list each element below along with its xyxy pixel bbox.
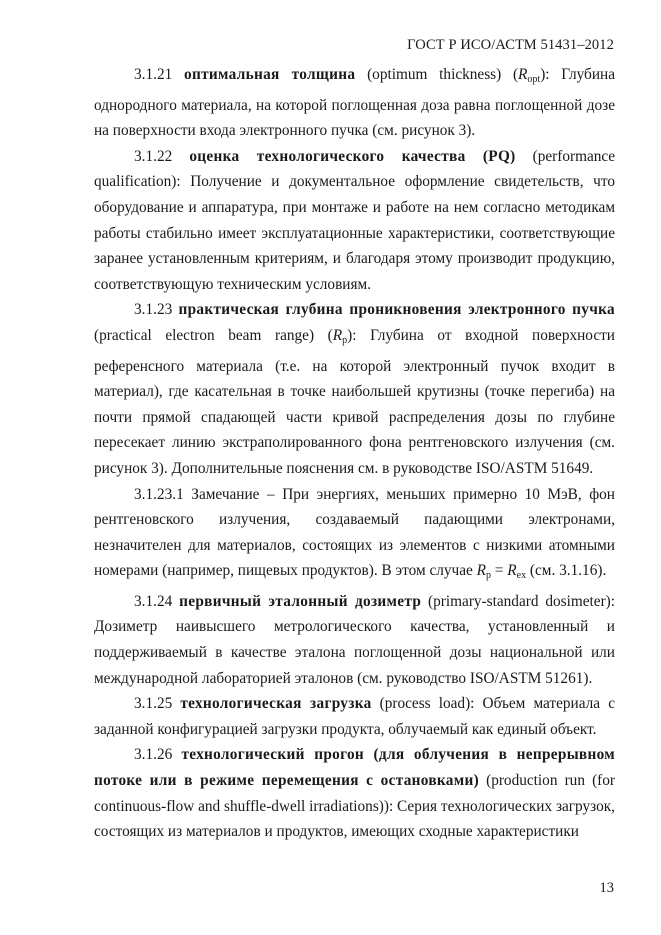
clause-text: (performance qualification): Получение и документальное оформление свидетельств, что оборудование и аппаратура, при монтаже и работе на нем согласно методикам работы стабильно имеет эксплуатационные характеристики, соответствующие заранее установленным критериям, и благодаря этому производит продукцию, соответствующую техническим условиям.	[94, 147, 616, 293]
page-number: 13	[599, 880, 614, 896]
clause-3-1-26	[94, 742, 615, 844]
clause-3-1-25	[94, 691, 615, 742]
symbol-subscript: opt	[527, 74, 541, 85]
clause-lead: (practical electron beam range) (	[94, 326, 333, 344]
document-body	[94, 62, 615, 845]
clause-number: 3.1.26	[134, 746, 173, 764]
clause-3-1-21	[94, 62, 615, 144]
term: первичный эталонный дозиметр	[179, 592, 422, 610]
symbol: R	[518, 66, 528, 83]
term: оценка технологического качества (PQ)	[189, 147, 516, 165]
clause-3-1-23-1	[94, 482, 615, 589]
symbol: R	[507, 562, 517, 580]
clause-text: ): Глубина однородного материала, на которой поглощенная доза равна поглощенной дозе на поверхности входа электронного пучка (см. рисунок 3).	[94, 66, 616, 140]
clause-3-1-22	[94, 144, 615, 298]
symbol: R	[332, 326, 343, 344]
symbol-subscript: ex	[516, 570, 527, 582]
clause-number: 3.1.25	[134, 695, 173, 713]
term: технологический прогон (для облучения в непрерывном потоке или в режиме перемещения с остановками)	[94, 746, 615, 790]
clause-text: (primary-standard dosimeter): Дозиметр наивысшего метрологического качества, установленный и поддерживаемый в качестве эталона поглощенной дозы национальной или международной лабораторией эталонов (см. руководство ISO/ASTM 51261).	[94, 592, 616, 687]
clause-number: 3.1.23	[134, 301, 173, 319]
clause-text: (process load): Объем материала с заданной конфигурацией загрузки продукта, облучаемый как единый объект.	[94, 695, 615, 738]
symbol-subscript: p	[485, 570, 491, 582]
clause-text: Замечание – При энергиях, меньших примерно 10 МэВ, фон рентгеновского излучения, создаваемый падающими электронами, незначителен для материалов, состоящих из элементов с низкими атомными номерами (например, пищевых продуктов). В этом случае	[94, 485, 615, 580]
clause-number: 3.1.23.1	[134, 485, 184, 503]
symbol-subscript: p	[342, 334, 348, 346]
term: практическая глубина проникновения электронного пучка	[178, 301, 615, 319]
clause-number: 3.1.24	[134, 592, 173, 610]
clause-text: (см. 3.1.16).	[526, 562, 607, 580]
document-header: ГОСТ Р ИСО/АСТМ 51431–2012	[407, 37, 614, 53]
clause-text: (production run (for continuous-flow and shuffle-dwell irradiations)): Серия технологических загрузок, состоящих из материалов и продуктов, имеющих сходные характеристики	[94, 772, 616, 841]
clause-number: 3.1.22	[134, 147, 173, 165]
term: оптимальная толщина	[184, 66, 356, 83]
symbol: R	[476, 562, 486, 580]
equals-sign: =	[490, 562, 508, 580]
term: технологическая загрузка	[180, 695, 372, 713]
clause-3-1-23	[94, 297, 615, 481]
clause-text: ): Глубина от входной поверхности референсного материала (т.е. на которой электронный пучок входит в материал), где касательная в точке наибольшей крутизны (точке перегиба) на почти прямой спадающей части кривой распределения дозы по глубине пересекает линию экстраполированного фона рентгеновского излучения (см. рисунок 3). Дополнительные пояснения см. в руководстве ISO/ASTM 51649.	[94, 326, 615, 477]
clause-3-1-24	[94, 589, 615, 691]
clause-lead: (optimum thickness) (	[367, 66, 519, 83]
clause-number: 3.1.21	[134, 66, 173, 83]
